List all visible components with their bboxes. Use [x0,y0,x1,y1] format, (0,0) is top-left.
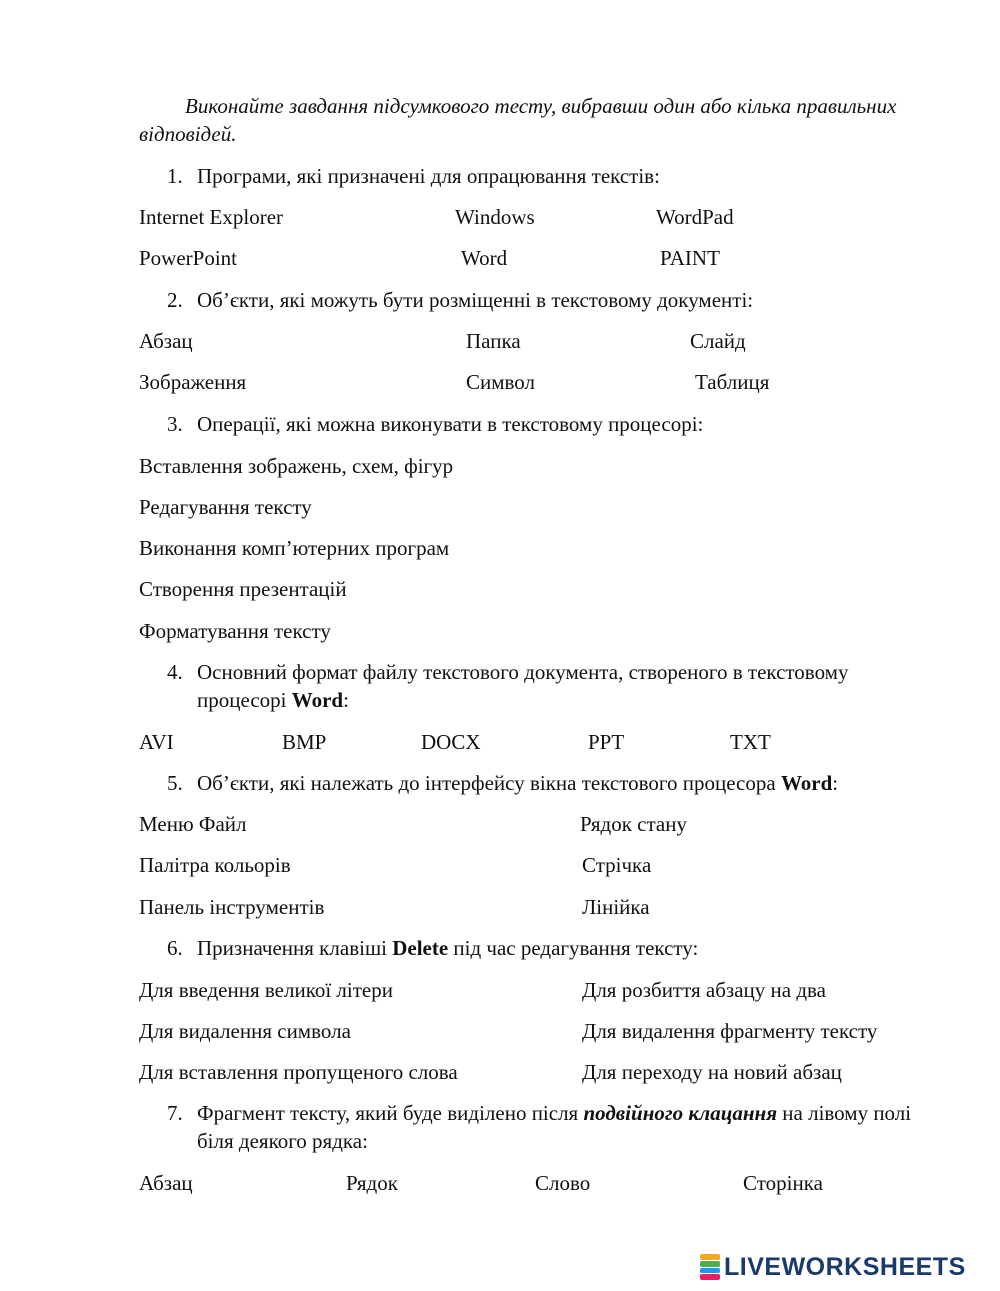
question-5-number: 5. [167,771,183,795]
liveworksheets-logo [700,1253,966,1281]
q1-option[interactable]: Internet Explorer [139,205,284,229]
q1-option[interactable]: PAINT [660,246,720,270]
q3-option[interactable]: Форматування тексту [139,619,331,643]
q2-option[interactable]: Абзац [139,329,193,353]
q6-option[interactable]: Для вставлення пропущеного слова [139,1060,458,1084]
q6-option[interactable]: Для розбиття абзацу на два [582,978,826,1002]
q2-option[interactable]: Зображення [139,370,247,394]
q7-option[interactable]: Слово [535,1171,591,1195]
q2-option[interactable]: Папка [466,329,521,353]
question-2-text: Об’єкти, які можуть бути розміщенні в текстовому документі: [197,288,754,312]
q4-option[interactable]: TXT [730,730,771,754]
q6-option[interactable]: Для видалення фрагменту тексту [582,1019,878,1043]
q1-option[interactable]: Windows [455,205,535,229]
q5-option[interactable]: Лінійка [582,895,650,919]
q2-option[interactable]: Слайд [690,329,746,353]
q6-option[interactable]: Для видалення символа [139,1019,351,1043]
q5-option[interactable]: Рядок стану [580,812,687,836]
logo-block [700,1274,720,1280]
q6-option[interactable]: Для переходу на новий абзац [582,1060,842,1084]
question-4-text: Основний формат файлу текстового документа, створеного в текстовому процесорі Word: [197,660,849,712]
q5-option[interactable]: Палітра кольорів [139,853,291,877]
question-1-number: 1. [167,164,183,188]
q4-option[interactable]: PPT [588,730,625,754]
q3-option[interactable]: Редагування тексту [139,495,312,519]
q5-option[interactable]: Стрічка [582,853,652,877]
question-7-number: 7. [167,1101,183,1125]
q6-option[interactable]: Для введення великої літери [139,978,393,1002]
question-3-number: 3. [167,412,183,436]
question-2-number: 2. [167,288,183,312]
q7-option[interactable]: Абзац [139,1171,193,1195]
q5-option[interactable]: Меню Файл [139,812,247,836]
q3-option[interactable]: Створення презентацій [139,577,347,601]
question-6-text: Призначення клавіші Delete під час редагування тексту: [197,936,699,960]
question-3-text: Операції, які можна виконувати в текстовому процесорі: [197,412,704,436]
instructions: Виконайте завдання підсумкового тесту, вибравши один або кілька правильних відповідей. [139,94,897,146]
q3-option[interactable]: Вставлення зображень, схем, фігур [139,454,454,478]
q7-option[interactable]: Рядок [346,1171,398,1195]
q2-option[interactable]: Символ [466,370,536,394]
q7-option[interactable]: Сторінка [743,1171,823,1195]
question-6-number: 6. [167,936,183,960]
logo-block [700,1261,720,1267]
q4-option[interactable]: BMP [282,730,327,754]
q1-option[interactable]: PowerPoint [139,246,238,270]
q1-option[interactable]: WordPad [656,205,734,229]
q3-option[interactable]: Виконання комп’ютерних програм [139,536,450,560]
question-7-text: Фрагмент тексту, який буде виділено після подвійного клацання на лівому полі біля деякого рядка: [197,1101,912,1153]
q1-option[interactable]: Word [461,246,508,270]
q4-option[interactable]: AVI [139,730,174,754]
q5-option[interactable]: Панель інструментів [139,895,325,919]
q4-option[interactable]: DOCX [421,730,481,754]
liveworksheets-logo-icon [700,1254,720,1280]
question-1-text: Програми, які призначені для опрацювання текстів: [197,164,660,188]
question-4-number: 4. [167,660,183,684]
logo-text: LIVEWORKSHEETS [724,1252,966,1281]
logo-block [700,1254,720,1260]
question-5-text: Об’єкти, які належать до інтерфейсу вікна текстового процесора Word: [197,771,839,795]
q2-option[interactable]: Таблиця [695,370,770,394]
logo-block [700,1268,720,1274]
